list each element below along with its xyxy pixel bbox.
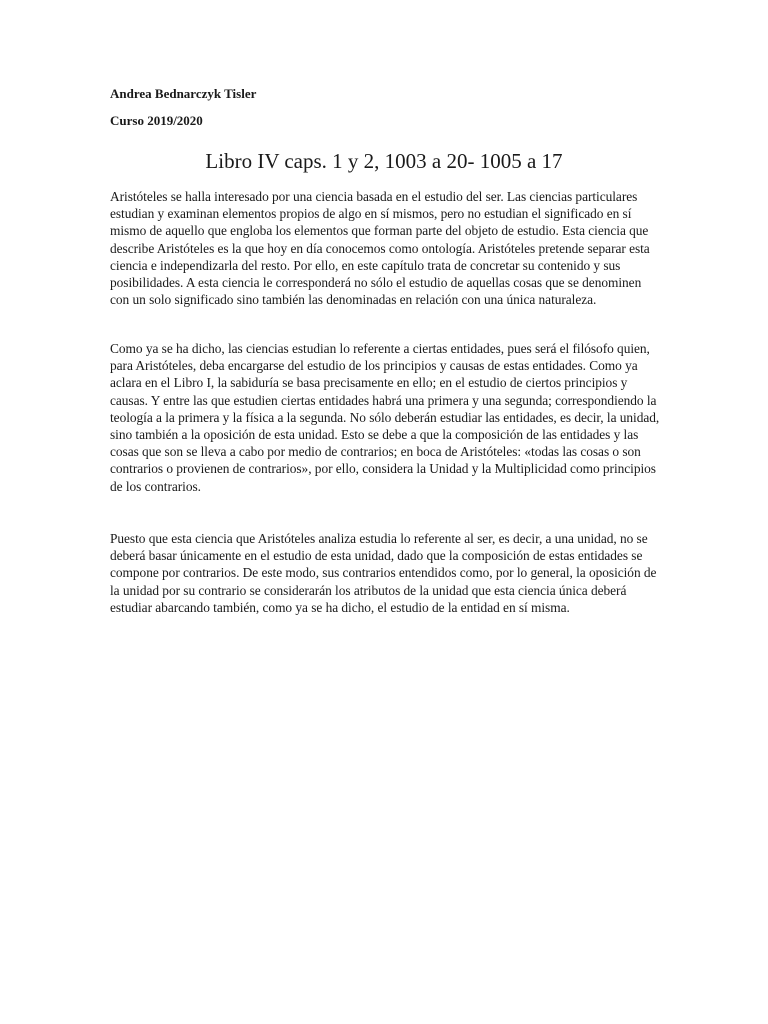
author-name: Andrea Bednarczyk Tisler <box>110 86 257 101</box>
paragraph-2: Como ya se ha dicho, las ciencias estudian lo referente a ciertas entidades, pues será el filósofo quien, para Aristóteles, deba encargarse del estudio de los principios y causas de estas entidades. Como ya aclara en el Libro I, la sabiduría se basa precisamente en ello; en el estudio de ciertos principios y causas. Y entre las que estudien ciertas entidades habrá una primera y una segunda; correspondiendo la teología a la primera y la física a la segunda. No sólo deberán estudiar las entidades, es decir, la unidad, sino también a la oposición de esta unidad. Esto se debe a que la composición de las entidades y las cosas que son se lleva a cabo por medio de contrarios; en boca de Aristóteles: «todas las cosas o son contrarios o provienen de contrarios», por ello, considera la Unidad y la Multiplicidad como principios de los contrarios. <box>110 341 660 494</box>
course-year: Curso 2019/2020 <box>110 113 203 128</box>
paragraph-3: Puesto que esta ciencia que Aristóteles analiza estudia lo referente al ser, es decir, a una unidad, no se deberá basar únicamente en el estudio de esta unidad, dado que la composición de estas entidades se compone por contrarios. De este modo, sus contrarios entendidos como, por lo general, la oposición de la unidad por su contrario se considerarán los atributos de la unidad que esta ciencia única deberá estudiar abarcando también, como ya se ha dicho, el estudio de la entidad en sí misma. <box>110 531 657 615</box>
paragraph-1: Aristóteles se halla interesado por una ciencia basada en el estudio del ser. Las ciencias particulares estudian y examinan elementos propios de algo en sí mismos, pero no estudian el significado en sí mismo de aquello que engloba los elementos que forman parte del objeto de estudio. Esta ciencia que describe Aristóteles es la que hoy en día conocemos como ontología. Aristóteles pretende separar esta ciencia e independizarla del resto. Por ello, en este capítulo trata de concretar su contenido y sus posibilidades. A esta ciencia le corresponderá no sólo el estudio de aquellas cosas que se denominen con un solo significado sino también las denominadas en relación con una única naturaleza. <box>110 189 650 308</box>
document-title: Libro IV caps. 1 y 2, 1003 a 20- 1005 a 17 <box>205 149 563 173</box>
